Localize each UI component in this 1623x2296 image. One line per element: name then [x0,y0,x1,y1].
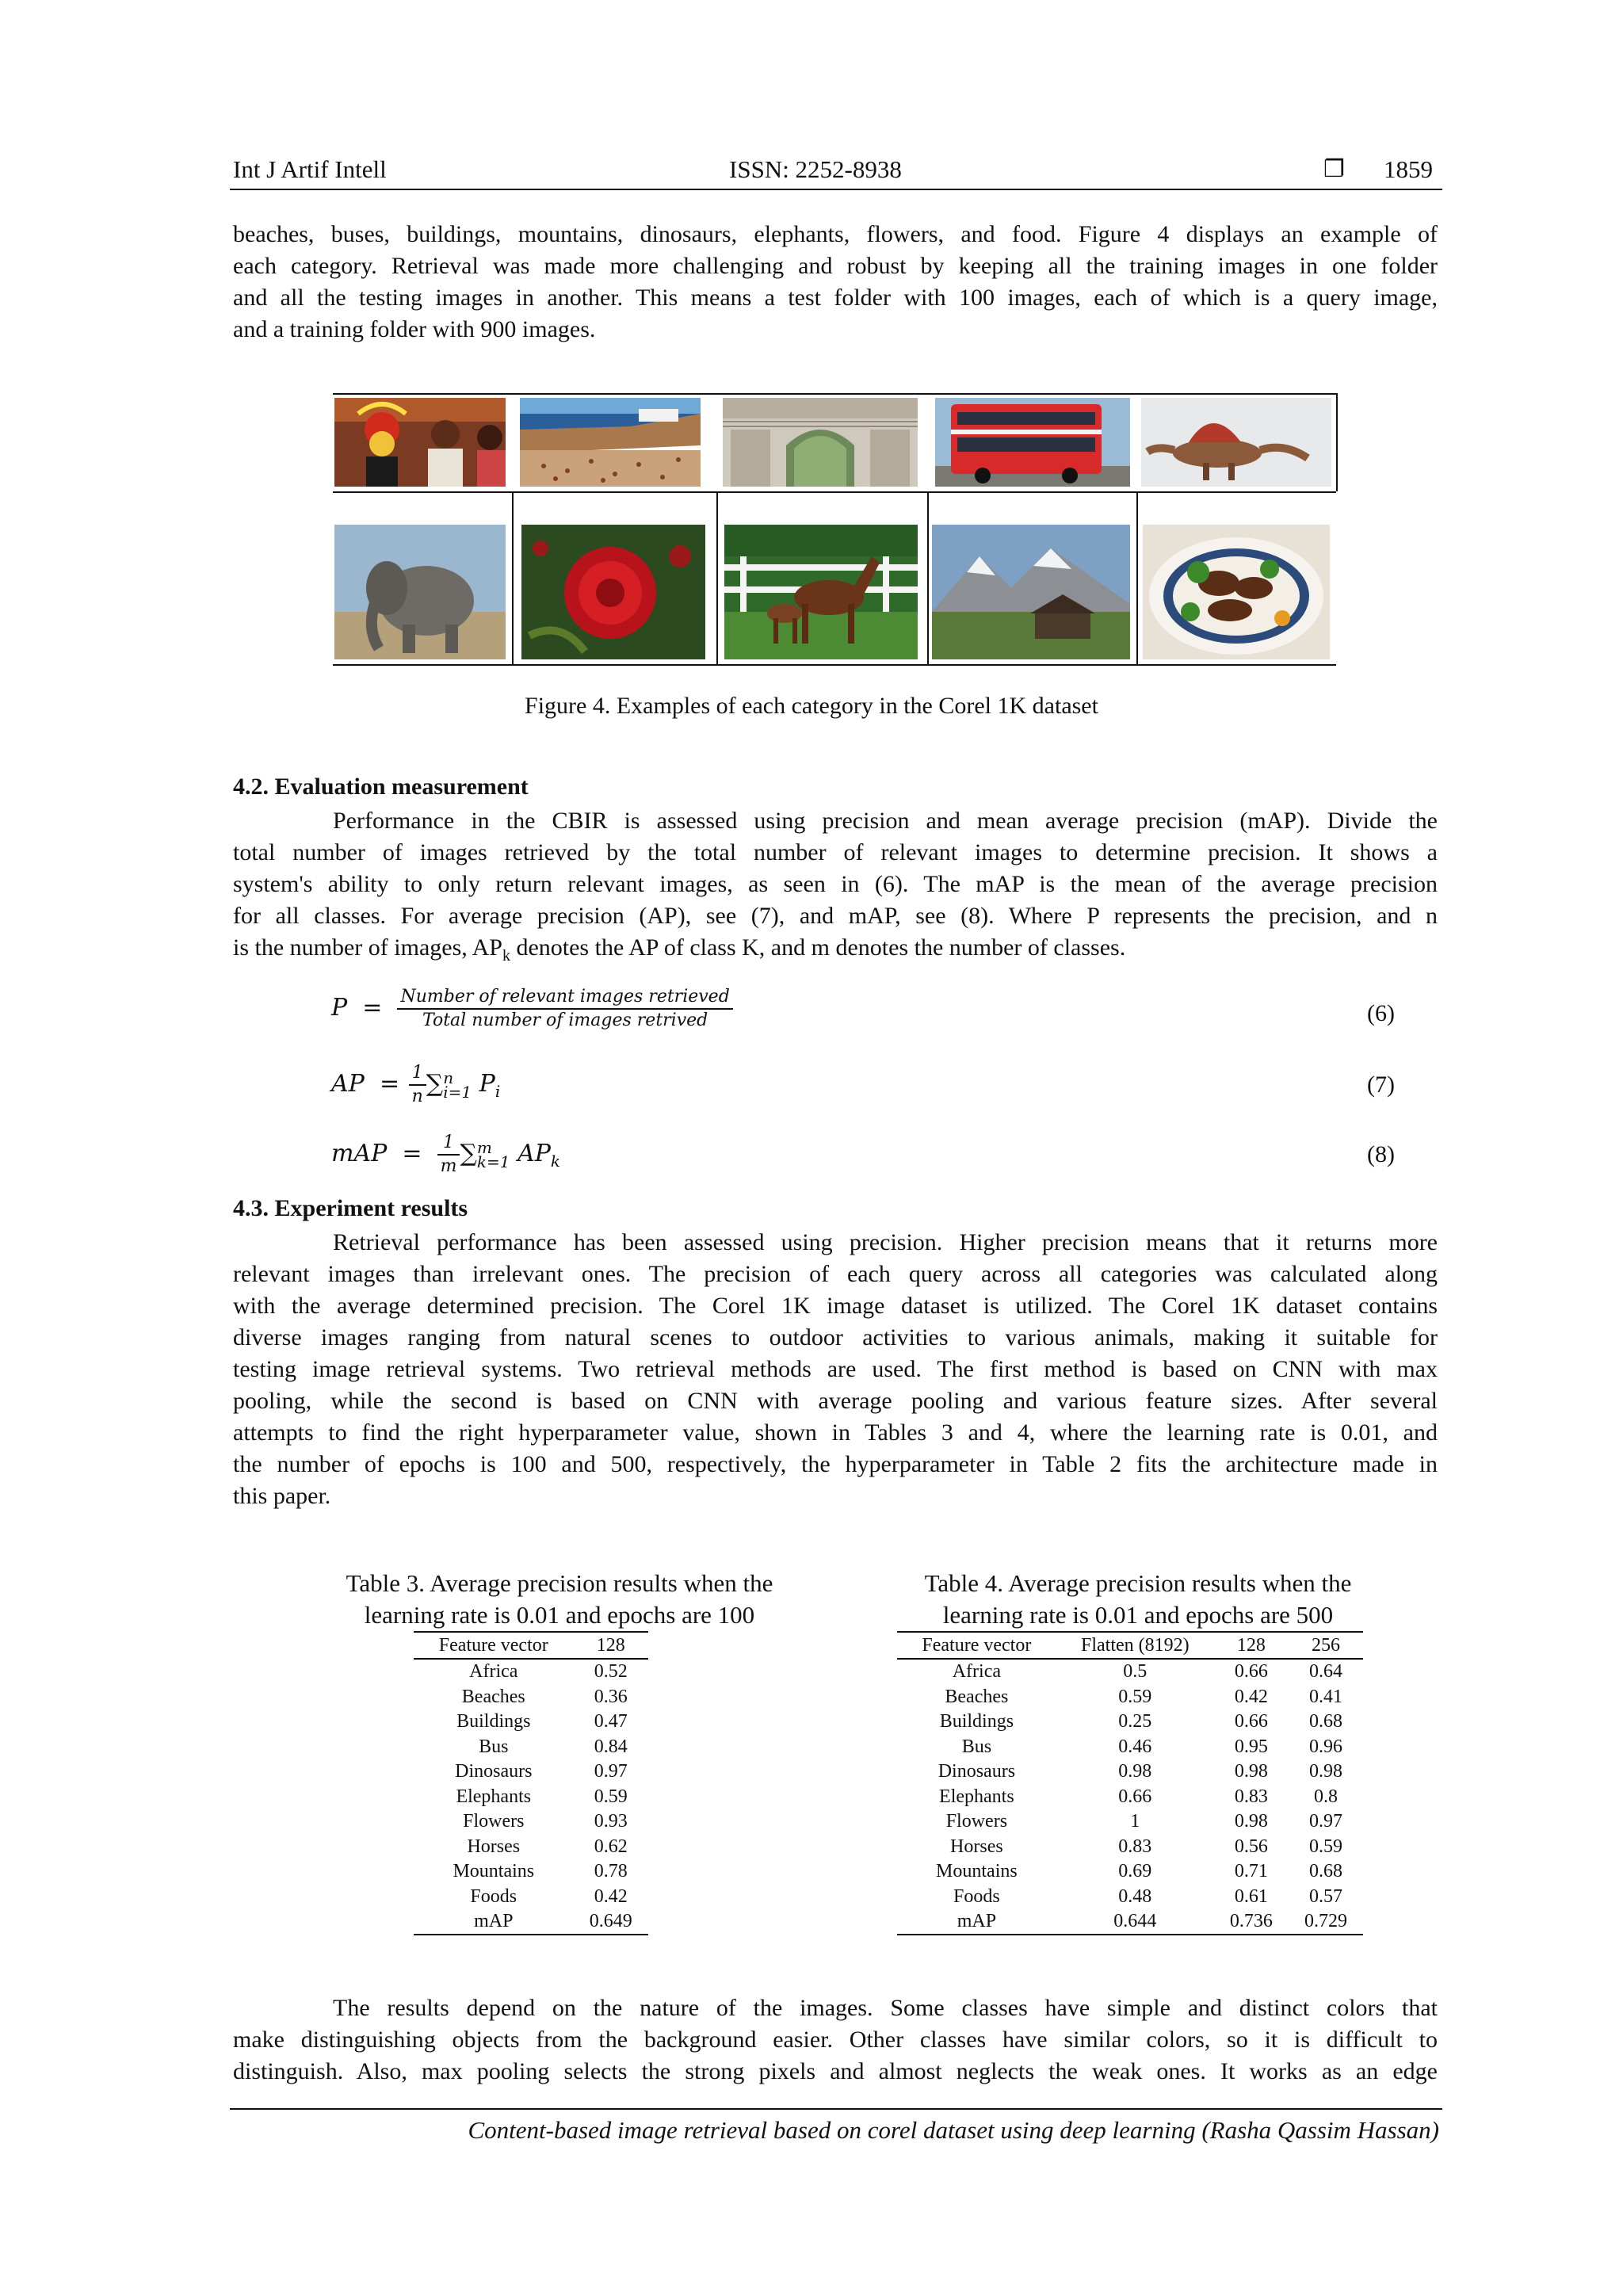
section-43-paragraph [233,1227,1438,1512]
table-row: Africa 0.5 0.66 0.64 [952,1661,1342,1683]
text-line: beaches, buses, buildings, mountains, dinosaurs, elephants, flowers, and food. Figure 4 displays an example of [233,221,1438,247]
table-row: Beaches 0.59 0.42 0.41 [945,1686,1342,1707]
text-line: the number of epochs is 100 and 500, respectively, the hyperparameter in Table 2 fits the architecture made in [233,1451,1438,1477]
box-icon: ❐ [1323,155,1345,183]
table-row: Horses 0.83 0.56 0.59 [950,1836,1342,1857]
table-row: Beaches 0.36 [461,1686,628,1707]
elephant-image [334,525,506,659]
africa-image [334,398,506,487]
text-line: Performance in the CBIR is assessed using precision and mean average precision (mAP). Divide the [333,808,1438,834]
table-row: Elephants 0.66 0.83 0.8 [939,1786,1338,1807]
text-line: this paper. [233,1483,331,1509]
equation-number: (7) [1367,1072,1395,1098]
bus-image [935,398,1130,487]
issn: ISSN: 2252-8938 [729,155,902,183]
intro-paragraph [233,219,1438,346]
table-row: Dinosaurs 0.97 [455,1761,628,1782]
page-number: 1859 [1384,155,1433,183]
text-line: system's ability to only return relevant images, as seen in (6). The mAP is the mean of the average precision [233,871,1438,897]
text-line: diverse images ranging from natural scenes to outdoor activities to various animals, making it suitable for [233,1324,1438,1350]
closing-paragraph [233,1992,1438,2088]
eq6-numerator: Number of relevant images retrieved [397,986,732,1010]
column-header: Feature vector [897,1632,1056,1659]
table-row: Mountains 0.78 [453,1861,628,1882]
column-header: 128 [1214,1632,1289,1659]
table-row: Flowers 0.93 [463,1811,628,1832]
mountain-image [932,525,1130,659]
text-line: and a training folder with 900 images. [233,316,596,342]
column-header: Flatten (8192) [1056,1632,1214,1659]
table-row: Dinosaurs 0.98 0.98 0.98 [938,1761,1342,1782]
eq6-denominator: Total number of images retrived [422,1010,708,1030]
flower-image [521,525,705,659]
table-row: Buildings 0.25 0.66 0.68 [939,1711,1342,1733]
equation-6: P = $\frac{\text{Number of relevant images retrieved}}{\text{Total number of images retrived}}$ [331,986,733,1032]
figure-4 [333,393,1336,667]
dinosaur-image [1141,398,1331,487]
figure-caption: Figure 4. Examples of each category in the Corel 1K dataset [525,693,1098,719]
text-line: pooling, while the second is based on CNN with average pooling and various feature sizes. After several [233,1388,1438,1414]
text-line: relevant images than irrelevant ones. The precision of each query across all categories was calculated along [233,1261,1438,1287]
horse-image [724,525,918,659]
table-4 [897,1631,1363,1935]
equation-number: (8) [1367,1141,1395,1167]
table-3 [414,1631,648,1935]
section-42-paragraph [233,805,1438,972]
table-row: mAP 0.649 [414,1909,648,1935]
table-row: Mountains 0.69 0.71 0.68 [936,1861,1342,1882]
beach-image [520,398,701,487]
table-header-row [414,1632,648,1659]
table-row: Bus 0.46 0.95 0.96 [961,1736,1342,1757]
table-row: Foods 0.42 [470,1885,628,1907]
footer-rule [230,2108,1442,2110]
table-row: Foods 0.48 0.61 0.57 [953,1885,1342,1907]
header-rule [230,189,1442,190]
text-line: testing image retrieval systems. Two retrieval methods are used. The first method is based on CNN with max [233,1356,1438,1382]
equation-8: mAP = $\frac{1}{m}$ ∑ m k=1 $AP_k$ [331,1133,561,1176]
text-line: attempts to find the right hyperparameter value, shown in Tables 3 and 4, where the learning rate is 0.01, and [233,1419,1438,1446]
table-row: Bus 0.84 [479,1736,628,1757]
text-line: each category. Retrieval was made more challenging and robust by keeping all the training images in one folder [233,253,1438,279]
table-3-caption: Table 3. Average precision results when the learning rate is 0.01 and epochs are 100 [346,1569,773,1629]
section-heading: 4.3. Experiment results [233,1195,468,1221]
text-line: and all the testing images in another. This means a test folder with 100 images, each of which is a query image, [233,285,1438,311]
column-header: 256 [1289,1632,1363,1659]
column-header: Feature vector [414,1632,574,1659]
table-row: Elephants 0.59 [456,1786,628,1807]
equation-7: AP = $\frac{1}{n}$ ∑ n i=1 $P_i$ [331,1063,501,1106]
table-4-caption: Table 4. Average precision results when the learning rate is 0.01 and epochs are 500 [924,1569,1352,1629]
table-header-row [897,1632,1363,1659]
text-line: is the number of images, $AP_k$ denotes the AP of class K, and m denotes the number of classes. [233,934,1126,965]
food-image [1143,525,1330,659]
text-line: distinguish. Also, max pooling selects the strong pixels and almost neglects the weak ones. It works as an edge [233,2058,1438,2084]
section-heading: 4.2. Evaluation measurement [233,774,529,800]
table-row: mAP 0.644 0.736 0.729 [897,1909,1363,1935]
table-row: Africa 0.52 [469,1661,628,1683]
text-line: for all classes. For average precision (AP), see (7), and mAP, see (8). Where P represents the precision, and n [233,903,1438,929]
table-row: Buildings 0.47 [456,1711,628,1733]
text-line: The results depend on the nature of the images. Some classes have simple and distinct colors that [333,1995,1438,2021]
table-row: Flowers 1 0.98 0.97 [945,1811,1342,1832]
text-line: total number of images retrieved by the total number of relevant images to determine precision. It shows a [233,839,1438,865]
table-row: Horses 0.62 [467,1836,628,1857]
buildings-image [723,398,918,487]
journal-name: Int J Artif Intell [233,155,387,183]
text-line: with the average determined precision. The Corel 1K image dataset is utilized. The Corel 1K dataset contains [233,1293,1438,1319]
text-line: Retrieval performance has been assessed using precision. Higher precision means that it returns more [333,1229,1438,1255]
text-line: make distinguishing objects from the background easier. Other classes have similar colors, so it is difficult to [233,2027,1438,2053]
column-header: 128 [574,1632,648,1659]
footer-citation: Content-based image retrieval based on corel dataset using deep learning (Rasha Qassim Hassan) [468,2116,1439,2144]
equation-number: (6) [1367,1000,1395,1026]
